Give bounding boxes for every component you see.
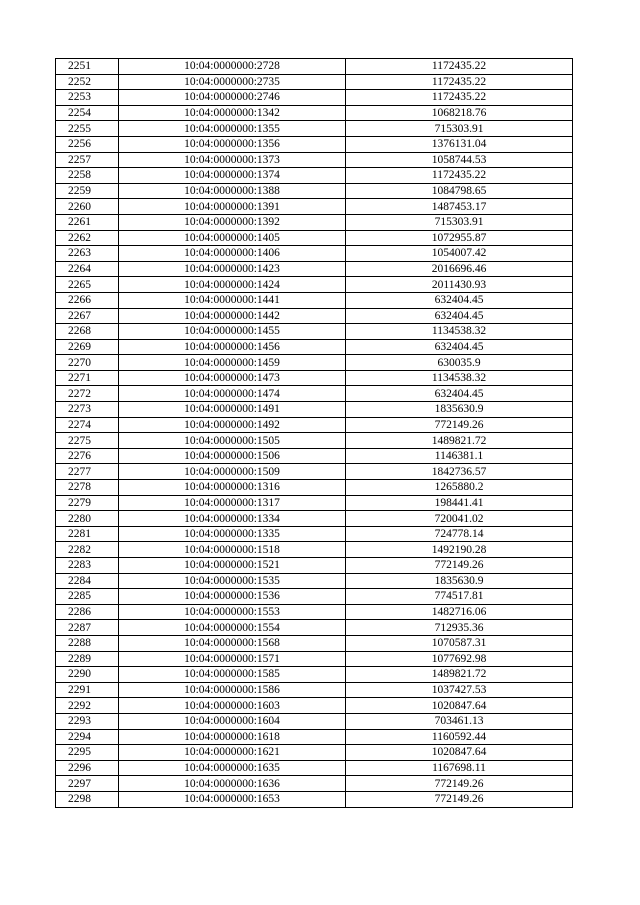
- table-row: [56, 105, 573, 121]
- amount-cell: 1489821.72: [346, 667, 573, 683]
- cadastral-code-cell: 10:04:0000000:1474: [119, 386, 346, 402]
- row-number-cell: 2251: [56, 59, 119, 75]
- amount-cell: 1172435.22: [346, 90, 573, 106]
- cadastral-code-cell: 10:04:0000000:1586: [119, 682, 346, 698]
- table-row: [56, 713, 573, 729]
- table-row: [56, 261, 573, 277]
- row-number-cell: 2264: [56, 261, 119, 277]
- amount-cell: 1020847.64: [346, 698, 573, 714]
- row-number-cell: 2297: [56, 776, 119, 792]
- table-row: [56, 651, 573, 667]
- amount-cell: 1489821.72: [346, 433, 573, 449]
- cadastral-code-cell: 10:04:0000000:1621: [119, 745, 346, 761]
- row-number-cell: 2282: [56, 542, 119, 558]
- row-number-cell: 2274: [56, 417, 119, 433]
- cadastral-code-cell: 10:04:0000000:2735: [119, 74, 346, 90]
- cadastral-code-cell: 10:04:0000000:1405: [119, 230, 346, 246]
- amount-cell: 1172435.22: [346, 59, 573, 75]
- amount-cell: 1487453.17: [346, 199, 573, 215]
- cadastral-code-cell: 10:04:0000000:1568: [119, 635, 346, 651]
- table-row: [56, 402, 573, 418]
- amount-cell: 632404.45: [346, 292, 573, 308]
- table-row: [56, 355, 573, 371]
- table-row: [56, 121, 573, 137]
- cadastral-code-cell: 10:04:0000000:1604: [119, 713, 346, 729]
- row-number-cell: 2296: [56, 760, 119, 776]
- row-number-cell: 2258: [56, 168, 119, 184]
- data-table: [55, 58, 573, 808]
- row-number-cell: 2270: [56, 355, 119, 371]
- amount-cell: 1492190.28: [346, 542, 573, 558]
- table-row: [56, 620, 573, 636]
- amount-cell: 772149.26: [346, 776, 573, 792]
- amount-cell: 720041.02: [346, 511, 573, 527]
- amount-cell: 1172435.22: [346, 168, 573, 184]
- table-row: [56, 199, 573, 215]
- table-row: [56, 604, 573, 620]
- amount-cell: 1160592.44: [346, 729, 573, 745]
- cadastral-code-cell: 10:04:0000000:1334: [119, 511, 346, 527]
- row-number-cell: 2287: [56, 620, 119, 636]
- row-number-cell: 2273: [56, 402, 119, 418]
- table-row: [56, 168, 573, 184]
- table-row: [56, 464, 573, 480]
- amount-cell: 1037427.53: [346, 682, 573, 698]
- row-number-cell: 2286: [56, 604, 119, 620]
- row-number-cell: 2259: [56, 183, 119, 199]
- cadastral-code-cell: 10:04:0000000:1335: [119, 526, 346, 542]
- cadastral-code-cell: 10:04:0000000:1518: [119, 542, 346, 558]
- amount-cell: 1835630.9: [346, 573, 573, 589]
- cadastral-code-cell: 10:04:0000000:1554: [119, 620, 346, 636]
- cadastral-code-cell: 10:04:0000000:1442: [119, 308, 346, 324]
- table-row: [56, 573, 573, 589]
- row-number-cell: 2268: [56, 324, 119, 340]
- cadastral-code-cell: 10:04:0000000:1356: [119, 136, 346, 152]
- cadastral-code-cell: 10:04:0000000:1441: [119, 292, 346, 308]
- table-row: [56, 277, 573, 293]
- row-number-cell: 2262: [56, 230, 119, 246]
- row-number-cell: 2284: [56, 573, 119, 589]
- amount-cell: 1146381.1: [346, 448, 573, 464]
- row-number-cell: 2267: [56, 308, 119, 324]
- row-number-cell: 2280: [56, 511, 119, 527]
- cadastral-code-cell: 10:04:0000000:1505: [119, 433, 346, 449]
- table-row: [56, 324, 573, 340]
- table-row: [56, 698, 573, 714]
- row-number-cell: 2265: [56, 277, 119, 293]
- amount-cell: 198441.41: [346, 495, 573, 511]
- cadastral-code-cell: 10:04:0000000:2728: [119, 59, 346, 75]
- row-number-cell: 2276: [56, 448, 119, 464]
- row-number-cell: 2271: [56, 370, 119, 386]
- cadastral-code-cell: 10:04:0000000:1316: [119, 480, 346, 496]
- table-row: [56, 480, 573, 496]
- row-number-cell: 2269: [56, 339, 119, 355]
- row-number-cell: 2263: [56, 246, 119, 262]
- row-number-cell: 2255: [56, 121, 119, 137]
- cadastral-code-cell: 10:04:0000000:1406: [119, 246, 346, 262]
- cadastral-code-cell: 10:04:0000000:2746: [119, 90, 346, 106]
- cadastral-code-cell: 10:04:0000000:1636: [119, 776, 346, 792]
- cadastral-code-cell: 10:04:0000000:1317: [119, 495, 346, 511]
- cadastral-code-cell: 10:04:0000000:1653: [119, 791, 346, 807]
- cadastral-code-cell: 10:04:0000000:1585: [119, 667, 346, 683]
- amount-cell: 1842736.57: [346, 464, 573, 480]
- table-row: [56, 230, 573, 246]
- amount-cell: 715303.91: [346, 121, 573, 137]
- amount-cell: 712935.36: [346, 620, 573, 636]
- table-row: [56, 246, 573, 262]
- table-row: [56, 417, 573, 433]
- cadastral-code-cell: 10:04:0000000:1355: [119, 121, 346, 137]
- table-row: [56, 448, 573, 464]
- row-number-cell: 2295: [56, 745, 119, 761]
- table-row: [56, 308, 573, 324]
- table-row: [56, 433, 573, 449]
- cadastral-code-cell: 10:04:0000000:1603: [119, 698, 346, 714]
- table-row: [56, 90, 573, 106]
- row-number-cell: 2260: [56, 199, 119, 215]
- table-row: [56, 136, 573, 152]
- row-number-cell: 2254: [56, 105, 119, 121]
- table-row: [56, 386, 573, 402]
- row-number-cell: 2281: [56, 526, 119, 542]
- cadastral-code-cell: 10:04:0000000:1509: [119, 464, 346, 480]
- amount-cell: 1054007.42: [346, 246, 573, 262]
- amount-cell: 703461.13: [346, 713, 573, 729]
- amount-cell: 1376131.04: [346, 136, 573, 152]
- amount-cell: 632404.45: [346, 308, 573, 324]
- table-row: [56, 542, 573, 558]
- row-number-cell: 2289: [56, 651, 119, 667]
- row-number-cell: 2288: [56, 635, 119, 651]
- table-row: [56, 776, 573, 792]
- amount-cell: 1482716.06: [346, 604, 573, 620]
- cadastral-code-cell: 10:04:0000000:1492: [119, 417, 346, 433]
- amount-cell: 1072955.87: [346, 230, 573, 246]
- row-number-cell: 2277: [56, 464, 119, 480]
- row-number-cell: 2272: [56, 386, 119, 402]
- row-number-cell: 2293: [56, 713, 119, 729]
- amount-cell: 1068218.76: [346, 105, 573, 121]
- table-row: [56, 370, 573, 386]
- amount-cell: 1167698.11: [346, 760, 573, 776]
- table-row: [56, 635, 573, 651]
- table-row: [56, 729, 573, 745]
- cadastral-code-cell: 10:04:0000000:1491: [119, 402, 346, 418]
- amount-cell: 772149.26: [346, 417, 573, 433]
- amount-cell: 772149.26: [346, 791, 573, 807]
- cadastral-code-cell: 10:04:0000000:1459: [119, 355, 346, 371]
- amount-cell: 724778.14: [346, 526, 573, 542]
- table-row: [56, 745, 573, 761]
- cadastral-code-cell: 10:04:0000000:1342: [119, 105, 346, 121]
- row-number-cell: 2266: [56, 292, 119, 308]
- table-body: [56, 59, 573, 808]
- cadastral-code-cell: 10:04:0000000:1553: [119, 604, 346, 620]
- row-number-cell: 2253: [56, 90, 119, 106]
- table-row: [56, 152, 573, 168]
- row-number-cell: 2252: [56, 74, 119, 90]
- cadastral-code-cell: 10:04:0000000:1535: [119, 573, 346, 589]
- amount-cell: 1058744.53: [346, 152, 573, 168]
- amount-cell: 632404.45: [346, 386, 573, 402]
- amount-cell: 1070587.31: [346, 635, 573, 651]
- row-number-cell: 2283: [56, 558, 119, 574]
- row-number-cell: 2279: [56, 495, 119, 511]
- table-row: [56, 74, 573, 90]
- cadastral-code-cell: 10:04:0000000:1374: [119, 168, 346, 184]
- row-number-cell: 2291: [56, 682, 119, 698]
- amount-cell: 1835630.9: [346, 402, 573, 418]
- cadastral-code-cell: 10:04:0000000:1473: [119, 370, 346, 386]
- amount-cell: 1020847.64: [346, 745, 573, 761]
- amount-cell: 1134538.32: [346, 324, 573, 340]
- cadastral-code-cell: 10:04:0000000:1618: [119, 729, 346, 745]
- row-number-cell: 2256: [56, 136, 119, 152]
- row-number-cell: 2278: [56, 480, 119, 496]
- table-row: [56, 183, 573, 199]
- amount-cell: 1172435.22: [346, 74, 573, 90]
- table-row: [56, 682, 573, 698]
- row-number-cell: 2290: [56, 667, 119, 683]
- row-number-cell: 2257: [56, 152, 119, 168]
- cadastral-code-cell: 10:04:0000000:1571: [119, 651, 346, 667]
- cadastral-code-cell: 10:04:0000000:1635: [119, 760, 346, 776]
- table-row: [56, 495, 573, 511]
- table-row: [56, 59, 573, 75]
- row-number-cell: 2292: [56, 698, 119, 714]
- amount-cell: 1084798.65: [346, 183, 573, 199]
- cadastral-code-cell: 10:04:0000000:1455: [119, 324, 346, 340]
- amount-cell: 1077692.98: [346, 651, 573, 667]
- row-number-cell: 2275: [56, 433, 119, 449]
- amount-cell: 632404.45: [346, 339, 573, 355]
- amount-cell: 2011430.93: [346, 277, 573, 293]
- cadastral-code-cell: 10:04:0000000:1521: [119, 558, 346, 574]
- amount-cell: 715303.91: [346, 214, 573, 230]
- cadastral-code-cell: 10:04:0000000:1506: [119, 448, 346, 464]
- table-row: [56, 558, 573, 574]
- cadastral-code-cell: 10:04:0000000:1373: [119, 152, 346, 168]
- row-number-cell: 2294: [56, 729, 119, 745]
- amount-cell: 2016696.46: [346, 261, 573, 277]
- cadastral-code-cell: 10:04:0000000:1392: [119, 214, 346, 230]
- table-row: [56, 339, 573, 355]
- table-row: [56, 526, 573, 542]
- table-row: [56, 760, 573, 776]
- cadastral-code-cell: 10:04:0000000:1456: [119, 339, 346, 355]
- row-number-cell: 2261: [56, 214, 119, 230]
- amount-cell: 1265880.2: [346, 480, 573, 496]
- amount-cell: 1134538.32: [346, 370, 573, 386]
- cadastral-code-cell: 10:04:0000000:1388: [119, 183, 346, 199]
- cadastral-code-cell: 10:04:0000000:1423: [119, 261, 346, 277]
- amount-cell: 772149.26: [346, 558, 573, 574]
- amount-cell: 630035.9: [346, 355, 573, 371]
- table-row: [56, 589, 573, 605]
- row-number-cell: 2298: [56, 791, 119, 807]
- cadastral-code-cell: 10:04:0000000:1391: [119, 199, 346, 215]
- row-number-cell: 2285: [56, 589, 119, 605]
- table-row: [56, 667, 573, 683]
- table-row: [56, 791, 573, 807]
- table-row: [56, 292, 573, 308]
- table-row: [56, 214, 573, 230]
- table-row: [56, 511, 573, 527]
- cadastral-code-cell: 10:04:0000000:1424: [119, 277, 346, 293]
- amount-cell: 774517.81: [346, 589, 573, 605]
- cadastral-code-cell: 10:04:0000000:1536: [119, 589, 346, 605]
